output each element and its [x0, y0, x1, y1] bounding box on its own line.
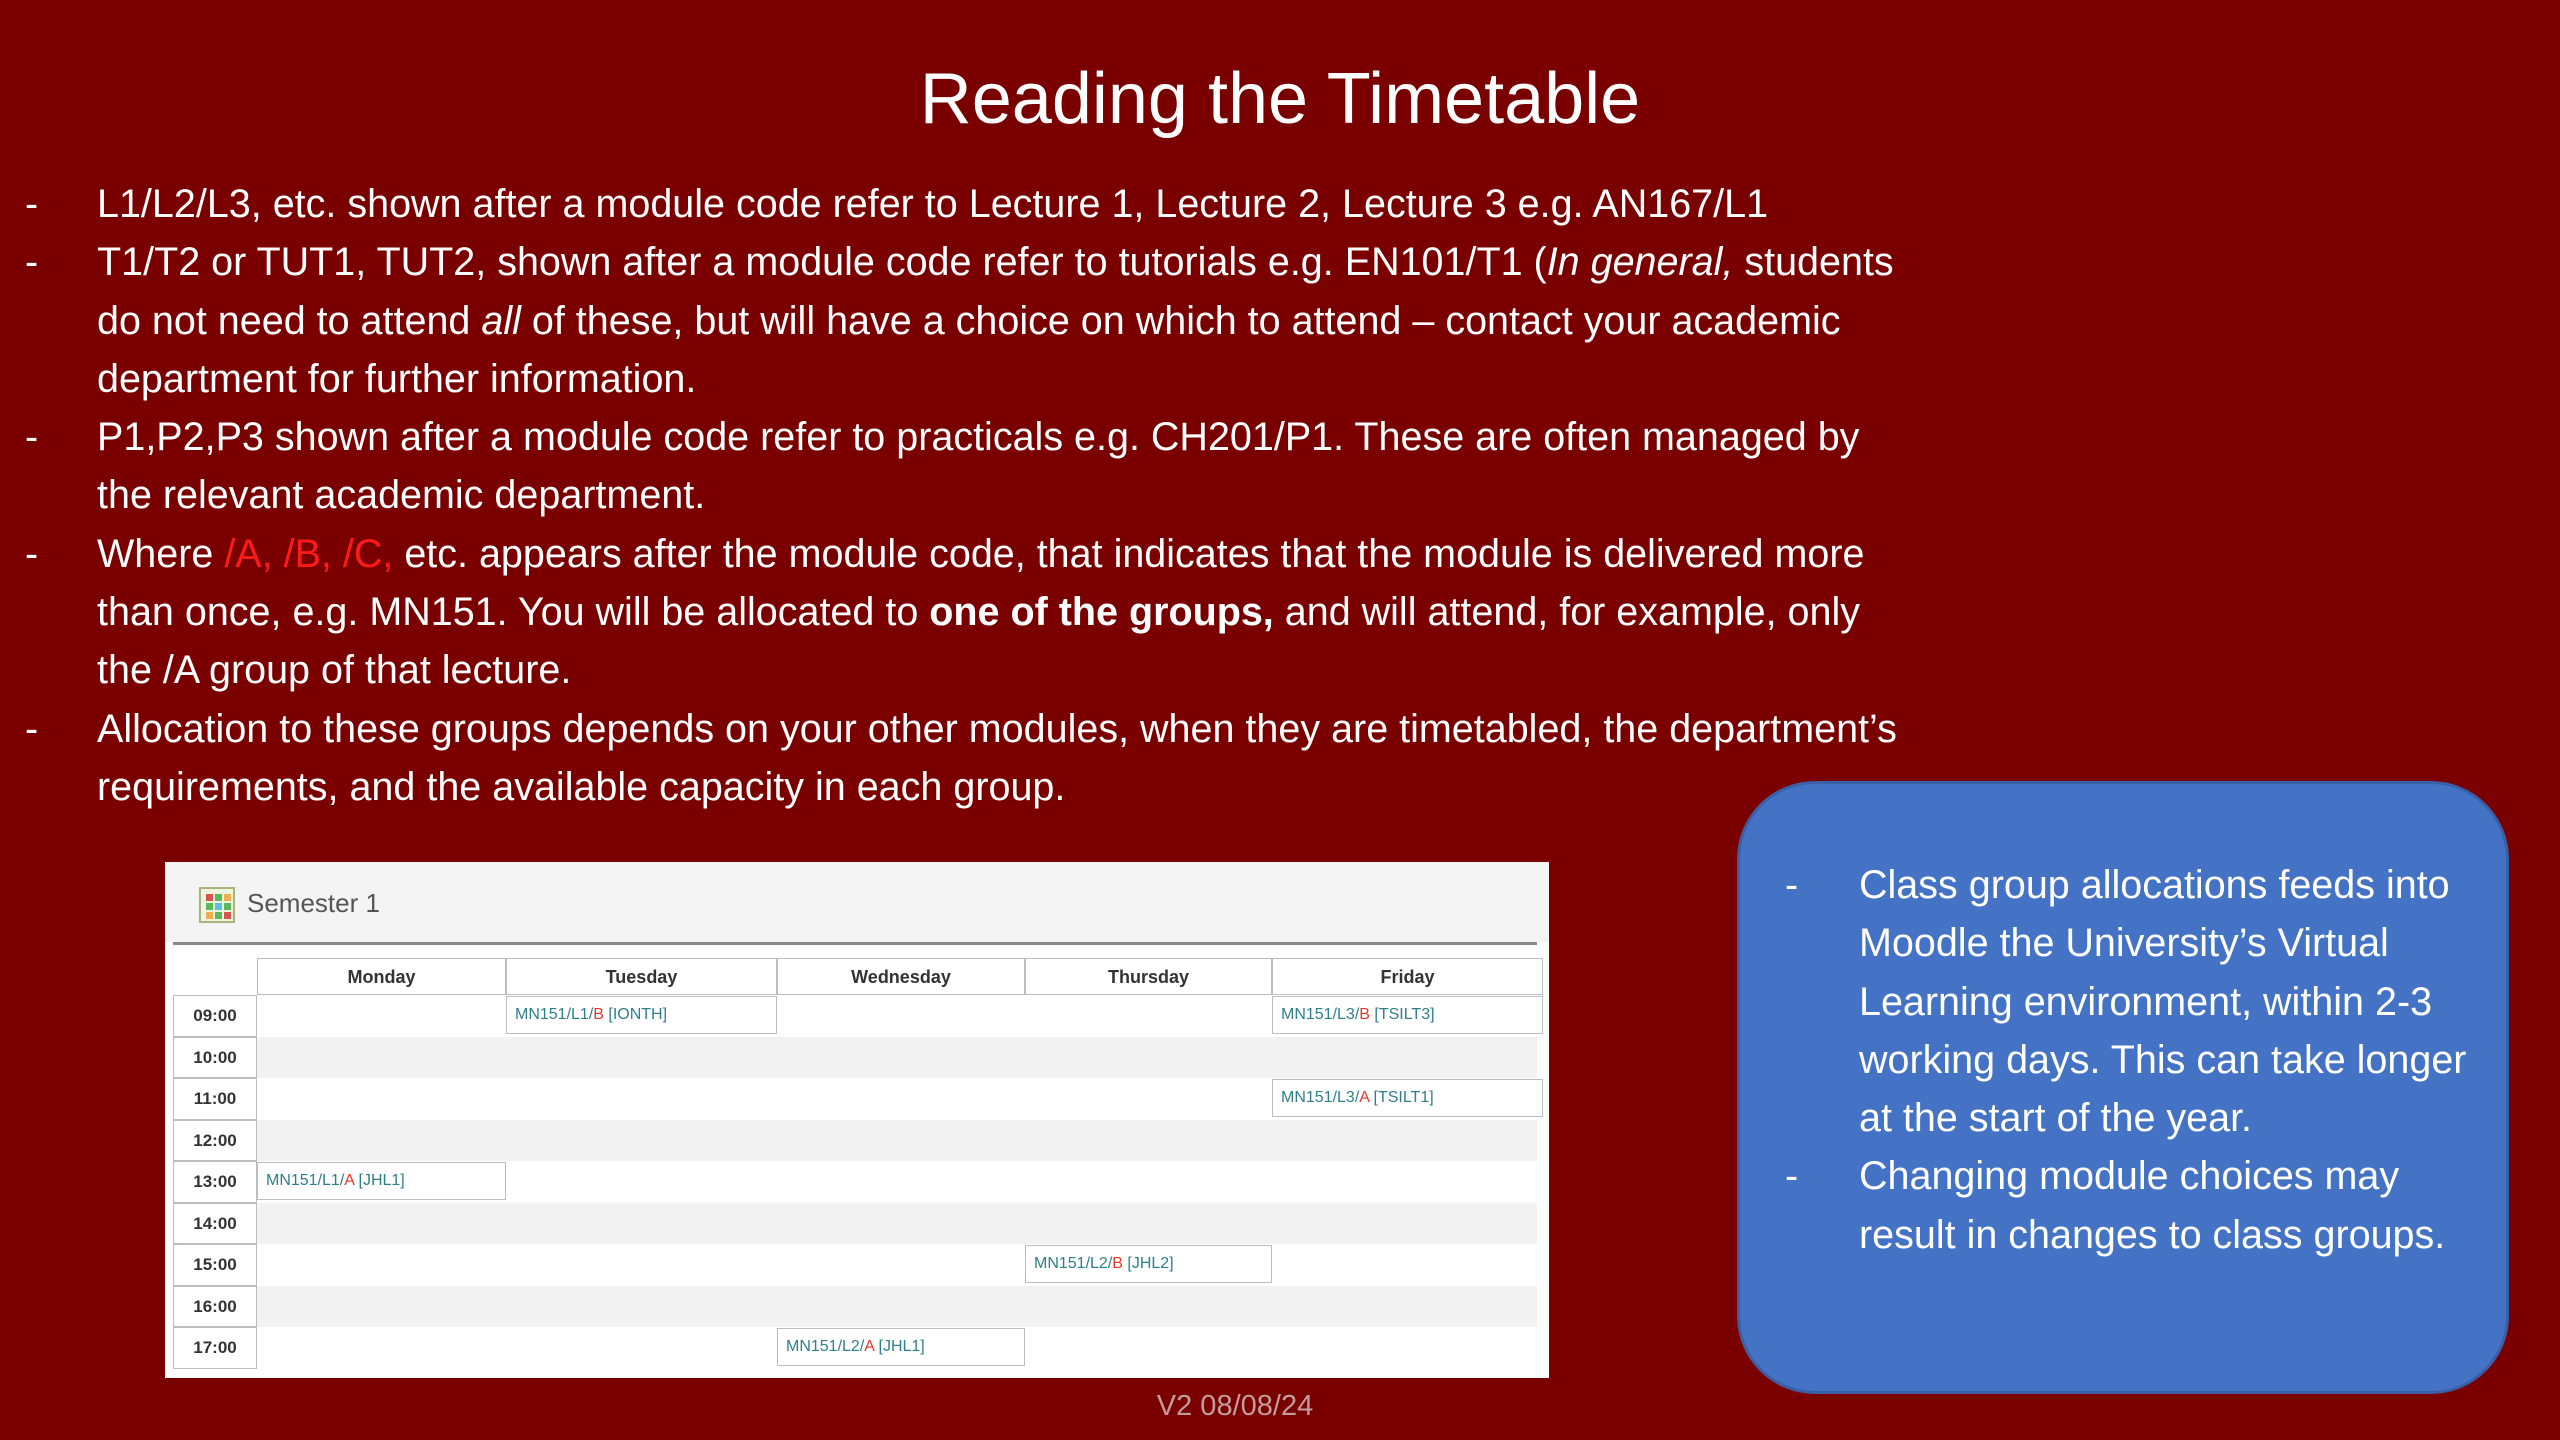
time-label: 17:00	[173, 1327, 257, 1369]
bullet-practicals: - P1,P2,P3 shown after a module code refer to practicals e.g. CH201/P1. These are often managed by the relevant academic department.	[25, 415, 1860, 518]
time-row	[173, 1161, 1537, 1203]
time-label: 13:00	[173, 1161, 257, 1203]
time-row	[173, 1037, 1537, 1079]
info-callout	[1737, 781, 2509, 1394]
bullet-groups: - Where /A, /B, /C, etc. appears after the module code, that indicates that the module is delivered more than once, e.g. MN151. You will be allocated to one of the groups, and will attend, for example, only the /A group of that lecture.	[25, 531, 1865, 693]
slide-title: Reading the Timetable	[919, 59, 1641, 139]
day-header-wednesday: Wednesday	[777, 958, 1025, 995]
time-label: 12:00	[173, 1120, 257, 1162]
callout-item-moodle-text: Class group allocations feeds into Moodle the University’s Virtual Learning environment, within 2-3 working days. This can take longer at the start of the year.	[1859, 863, 2467, 1141]
group-suffix-highlight: /A, /B, /C,	[224, 531, 394, 576]
version-footer: V2 08/08/24	[1156, 1390, 1314, 1422]
time-label: 14:00	[173, 1203, 257, 1245]
day-header-tuesday: Tuesday	[506, 958, 777, 995]
event-slot[interactable]: MN151/L1/B [IONTH]	[506, 996, 777, 1034]
callout-list	[1785, 856, 2485, 1264]
time-row	[173, 1286, 1537, 1328]
time-label: 10:00	[173, 1037, 257, 1079]
time-row	[173, 1203, 1537, 1245]
event-slot[interactable]: MN151/L3/A [TSILT1]	[1272, 1079, 1543, 1117]
time-row	[173, 1078, 1537, 1120]
day-header-friday: Friday	[1272, 958, 1543, 995]
bullet-practicals-text: P1,P2,P3 shown after a module code refer to practicals e.g. CH201/P1. These are often managed by the relevant academic department.	[97, 415, 1860, 518]
calendar-icon	[199, 887, 235, 923]
timetable-title: Semester 1	[247, 888, 380, 918]
bullet-tutorials: - T1/T2 or TUT1, TUT2, shown after a module code refer to tutorials e.g. EN101/T1 (In general, students do not need to attend all of these, but will have a choice on which to attend – contact your academic department for further information.	[25, 240, 1894, 401]
bullet-list	[25, 175, 1905, 816]
divider	[173, 942, 1537, 945]
event-slot[interactable]: MN151/L3/B [TSILT3]	[1272, 996, 1543, 1034]
event-slot[interactable]: MN151/L2/B [JHL2]	[1025, 1245, 1272, 1283]
timetable-header	[165, 862, 1549, 942]
time-row	[173, 1244, 1537, 1286]
callout-item-changes-text: Changing module choices may result in changes to class groups.	[1859, 1154, 2446, 1257]
timetable-grid	[173, 958, 1537, 1370]
bullet-allocation: - Allocation to these groups depends on your other modules, when they are timetabled, the department’s requirements, and the available capacity in each group.	[25, 706, 1897, 809]
timetable-screenshot	[165, 862, 1549, 1378]
bullet-allocation-text: Allocation to these groups depends on your other modules, when they are timetabled, the department’s requirements, and the available capacity in each group.	[97, 706, 1897, 809]
bullet-lectures-text: L1/L2/L3, etc. shown after a module code refer to Lecture 1, Lecture 2, Lecture 3 e.g. AN167/L1	[97, 182, 1769, 226]
time-label: 15:00	[173, 1244, 257, 1286]
bullet-lectures: - L1/L2/L3, etc. shown after a module code refer to Lecture 1, Lecture 2, Lecture 3 e.g. AN167/L1	[25, 182, 1769, 226]
time-row	[173, 1120, 1537, 1162]
event-slot[interactable]: MN151/L2/A [JHL1]	[777, 1328, 1025, 1366]
time-label: 16:00	[173, 1286, 257, 1328]
day-header-monday: Monday	[257, 958, 506, 995]
event-slot[interactable]: MN151/L1/A [JHL1]	[257, 1162, 506, 1200]
callout-item-changes: - Changing module choices may result in changes to class groups.	[1785, 1154, 2446, 1257]
time-row	[173, 1327, 1537, 1369]
callout-item-moodle: - Class group allocations feeds into Moodle the University’s Virtual Learning environment, within 2-3 working days. This can take longer at the start of the year.	[1785, 863, 2467, 1141]
day-header-thursday: Thursday	[1025, 958, 1272, 995]
time-row	[173, 995, 1537, 1037]
time-label: 11:00	[173, 1078, 257, 1120]
time-label: 09:00	[173, 995, 257, 1037]
